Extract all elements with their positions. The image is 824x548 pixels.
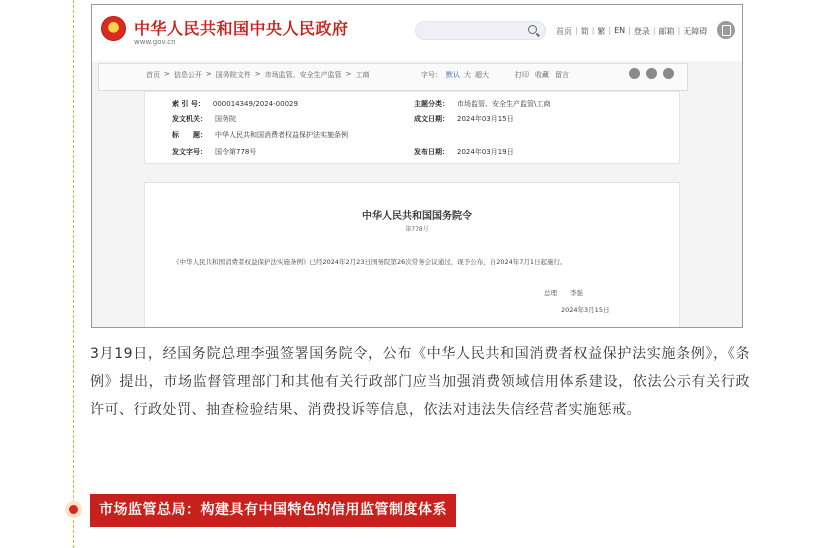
breadcrumb-category[interactable]: 市场监管、安全生产监管 bbox=[264, 71, 342, 79]
print-button[interactable]: 打印 bbox=[515, 71, 529, 79]
breadcrumb-separator: > bbox=[254, 70, 261, 78]
accessibility-icon[interactable] bbox=[717, 21, 735, 39]
meta-title bbox=[172, 130, 348, 140]
font-size-large[interactable]: 大 bbox=[464, 71, 471, 79]
national-emblem-icon bbox=[101, 16, 126, 41]
top-nav bbox=[553, 26, 710, 37]
timeline-line bbox=[73, 0, 74, 548]
nav-home[interactable]: 首页 bbox=[556, 27, 572, 36]
gov-header bbox=[92, 5, 742, 61]
nav-separator: | bbox=[677, 26, 681, 35]
page-tools bbox=[512, 70, 572, 80]
document-signature: 总理 李强 bbox=[544, 289, 583, 297]
meta-published bbox=[414, 147, 514, 157]
nav-separator: | bbox=[608, 26, 612, 35]
timeline-dot-icon bbox=[65, 501, 82, 518]
meta-created bbox=[414, 114, 514, 124]
nav-mail[interactable]: 邮箱 bbox=[658, 27, 675, 36]
nav-english[interactable]: EN bbox=[614, 26, 626, 35]
nav-login[interactable]: 登录 bbox=[633, 27, 650, 36]
nav-separator: | bbox=[652, 26, 656, 35]
meta-label: 发布日期： bbox=[414, 148, 449, 156]
font-size-selector bbox=[419, 70, 491, 80]
font-size-xlarge[interactable]: 超大 bbox=[475, 71, 489, 79]
favorite-icon[interactable] bbox=[663, 68, 674, 79]
meta-index bbox=[172, 99, 298, 109]
nav-separator: | bbox=[628, 26, 631, 35]
meta-value: 国令第778号 bbox=[215, 148, 257, 156]
article-paragraph: 3月19日，经国务院总理李强签署国务院令，公布《中华人民共和国消费者权益保护法实施条例》，《条例》提出，市场监督管理部门和其他有关行政部门应当加强消费领域信用体系建设，依法公示有关行政许可、行政处罚、抽查检验结果、消费投诉等信息，依法对违法失信经营者实施惩戒。 bbox=[90, 346, 750, 418]
nav-traditional[interactable]: 繁 bbox=[597, 27, 606, 36]
meta-issuer bbox=[172, 114, 236, 124]
meta-value: 中华人民共和国消费者权益保护法实施条例 bbox=[215, 131, 348, 139]
meta-label: 发文机关： bbox=[172, 115, 207, 123]
favorite-button[interactable]: 收藏 bbox=[535, 71, 549, 79]
nav-separator: | bbox=[591, 26, 595, 35]
wechat-icon[interactable] bbox=[646, 68, 657, 79]
share-icons bbox=[629, 68, 680, 79]
document-number: 第778号 bbox=[405, 226, 429, 233]
document-date: 2024年3月15日 bbox=[561, 306, 610, 314]
meta-label: 索 引 号： bbox=[172, 100, 205, 108]
search-icon[interactable] bbox=[528, 25, 537, 34]
meta-label: 成文日期： bbox=[414, 115, 449, 123]
embedded-screenshot bbox=[91, 4, 743, 328]
site-name[interactable]: 中华人民共和国中央人民政府 bbox=[134, 19, 349, 38]
breadcrumb-docs[interactable]: 国务院文件 bbox=[215, 71, 251, 79]
breadcrumb-separator: > bbox=[205, 70, 212, 78]
meta-docno bbox=[172, 147, 256, 157]
nav-accessibility[interactable]: 无障碍 bbox=[683, 27, 708, 36]
meta-value: 国务院 bbox=[215, 115, 236, 123]
document-title: 中华人民共和国国务院令 bbox=[362, 211, 472, 222]
meta-category bbox=[414, 99, 550, 109]
document-text: 《中华人民共和国消费者权益保护法实施条例》已经2024年2月23日国务院第26次常务会议通过，现予公布，自2024年7月1日起施行。 bbox=[173, 258, 567, 266]
breadcrumb bbox=[144, 70, 372, 80]
meta-label: 主题分类： bbox=[414, 100, 449, 108]
weibo-icon[interactable] bbox=[629, 68, 640, 79]
section-heading: 市场监管总局：构建具有中国特色的信用监管制度体系 bbox=[90, 494, 456, 527]
meta-label: 标 题： bbox=[172, 131, 207, 139]
breadcrumb-current[interactable]: 工商 bbox=[355, 71, 370, 79]
breadcrumb-info[interactable]: 信息公开 bbox=[173, 71, 202, 79]
meta-value: 000014349/2024-00029 bbox=[212, 100, 298, 108]
nav-separator: | bbox=[575, 26, 578, 35]
meta-value: 2024年03月15日 bbox=[457, 115, 514, 123]
meta-value: 市场监管、安全生产监管\工商 bbox=[457, 100, 551, 108]
font-size-label: 字号： bbox=[421, 71, 442, 79]
font-size-default[interactable]: 默认 bbox=[446, 71, 460, 79]
meta-value: 2024年03月19日 bbox=[457, 148, 514, 156]
meta-label: 发文字号： bbox=[172, 148, 207, 156]
nav-simplified[interactable]: 简 bbox=[580, 27, 589, 36]
breadcrumb-home[interactable]: 首页 bbox=[146, 71, 160, 79]
site-url: www.gov.cn bbox=[134, 38, 176, 46]
comment-button[interactable]: 留言 bbox=[555, 71, 569, 79]
breadcrumb-separator: > bbox=[164, 70, 170, 78]
search-input[interactable] bbox=[415, 21, 546, 40]
breadcrumb-separator: > bbox=[345, 70, 352, 78]
